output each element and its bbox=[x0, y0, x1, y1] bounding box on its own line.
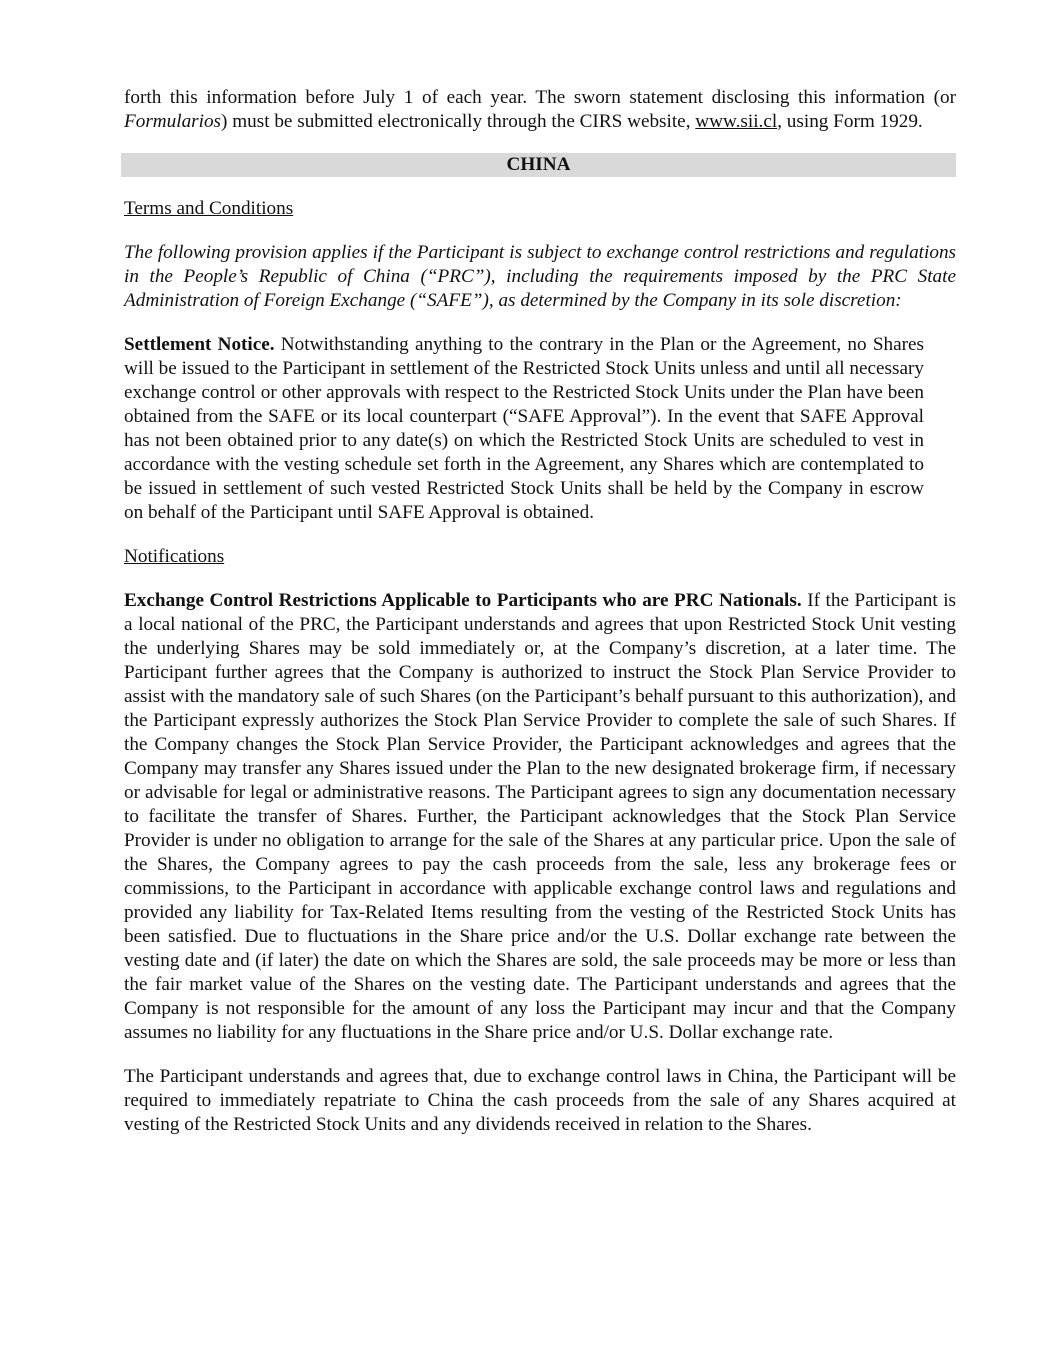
exchange-control-text: If the Participant is a local national of the PRC, the Participant understands and agrees that upon Restricted Stock Unit vesting the underlying Shares may be sold immediately or, at the Company’s discretion, at a later time. The Participant further agrees that the Company is authorized to instruct the Stock Plan Service Provider to assist with the mandatory sale of such Shares (on the Participant’s behalf pursuant to this authorization), and the Participant expressly authorizes the Stock Plan Service Provider to complete the sale of such Shares. If the Company changes the Stock Plan Service Provider, the Participant acknowledges and agrees that the Company may transfer any Shares issued under the Plan to the new designated brokerage firm, if necessary or advisable for legal or administrative reasons. The Participant agrees to sign any documentation necessary to facilitate the transfer of Shares. Further, the Participant acknowledges that the Stock Plan Service Provider is under no obligation to arrange for the sale of the Shares at any particular price. Upon the sale of the Shares, the Company agrees to pay the cash proceeds from the sale, less any brokerage fees or commissions, to the Participant in accordance with applicable exchange control laws and regulations and provided any liability for Tax-Related Items resulting from the vesting of the Restricted Stock Units has been satisfied. Due to fluctuations in the Share price and/or the U.S. Dollar exchange rate between the vesting date and (if later) the date on which the Shares are sold, the sale proceeds may be more or less than the fair market value of the Shares on the vesting date. The Participant understands and agrees that the Company is not responsible for the amount of any loss the Participant may incur and that the Company assumes no liability for any fluctuations in the Share price and/or U.S. Dollar exchange rate. bbox=[124, 590, 957, 1043]
intro-paragraph bbox=[124, 86, 956, 134]
intro-text-3: , using Form 1929. bbox=[777, 111, 923, 132]
settlement-notice-label: Settlement Notice. bbox=[124, 334, 275, 355]
terms-heading: Terms and Conditions bbox=[124, 198, 294, 219]
settlement-notice-paragraph bbox=[124, 333, 924, 525]
repatriation-paragraph: The Participant understands and agrees that, due to exchange control laws in China, the Participant will be required to immediately repatriate to China the cash proceeds from the sale of any Shares acquired at vesting of the Restricted Stock Units and any dividends received in relation to the Shares. bbox=[124, 1066, 956, 1135]
intro-text-1: forth this information before July 1 of each year. The sworn statement disclosing this information (or bbox=[124, 87, 956, 108]
document-page bbox=[124, 86, 956, 1157]
intro-text-2: ) must be submitted electronically through the CIRS website, bbox=[221, 111, 696, 132]
notifications-heading: Notifications bbox=[124, 546, 225, 567]
exchange-control-label: Exchange Control Restrictions Applicable to Participants who are PRC Nationals. bbox=[124, 590, 802, 611]
settlement-notice-text: Notwithstanding anything to the contrary in the Plan or the Agreement, no Shares will be issued to the Participant in settlement of the Restricted Stock Units unless and until all necessary exchange control or other approvals with respect to the Restricted Stock Units under the Plan have been obtained from the SAFE or its local counterpart (“SAFE Approval”). In the event that SAFE Approval has not been obtained prior to any date(s) on which the Restricted Stock Units are scheduled to vest in accordance with the vesting schedule set forth in the Agreement, any Shares which are contemplated to be issued in settlement of such vested Restricted Stock Units shall be held by the Company in escrow on behalf of the Participant until SAFE Approval is obtained. bbox=[124, 334, 924, 523]
terms-intro-paragraph: The following provision applies if the Participant is subject to exchange control restrictions and regulations in the People’s Republic of China (“PRC”), including the requirements imposed by the PRC State Administration of Foreign Exchange (“SAFE”), as determined by the Company in its sole discretion: bbox=[124, 242, 956, 311]
section-header-china: CHINA bbox=[121, 153, 956, 177]
sii-website-link[interactable]: www.sii.cl bbox=[695, 111, 778, 132]
formularios-term: Formularios bbox=[124, 111, 222, 132]
exchange-control-paragraph bbox=[124, 589, 956, 1045]
